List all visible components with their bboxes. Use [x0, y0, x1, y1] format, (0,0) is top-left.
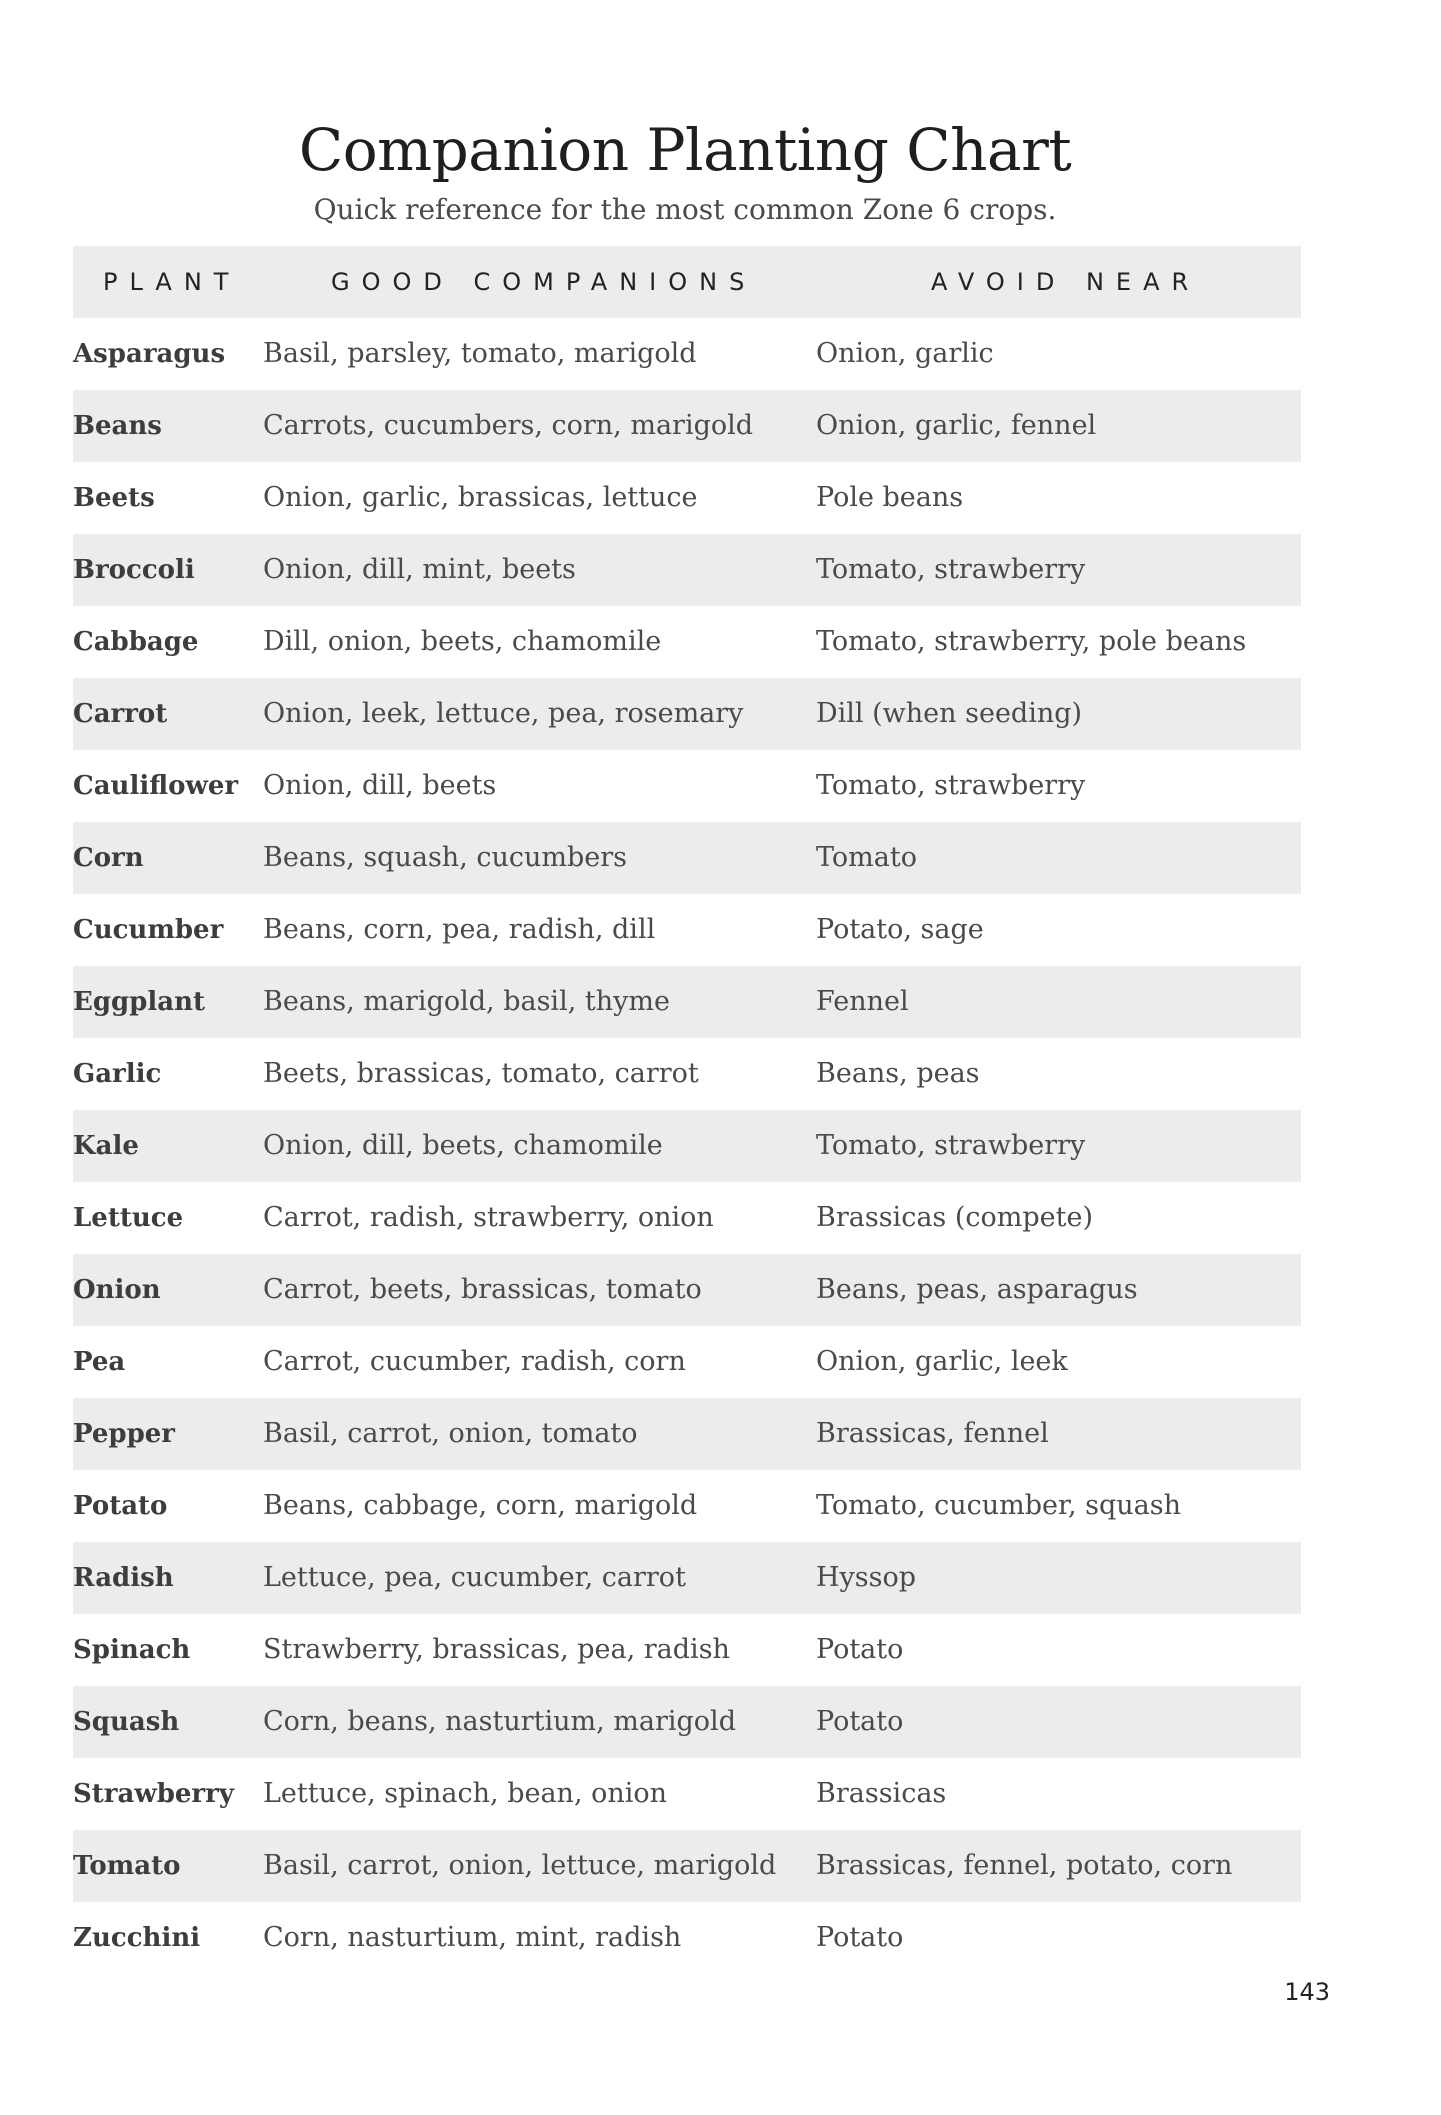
plant-cell: Broccoli: [73, 555, 195, 585]
table-row: [73, 318, 1301, 390]
table-row: [73, 1398, 1301, 1470]
good-companions-cell: Corn, beans, nasturtium, marigold: [263, 1706, 736, 1737]
avoid-near-cell: Tomato, strawberry: [816, 1130, 1086, 1161]
plant-cell: Carrot: [73, 699, 168, 729]
table-row: [73, 606, 1301, 678]
plant-cell: Onion: [73, 1275, 161, 1305]
avoid-near-cell: Dill (when seeding): [816, 698, 1083, 729]
good-companions-cell: Basil, parsley, tomato, marigold: [263, 338, 697, 369]
plant-cell: Strawberry: [73, 1779, 234, 1809]
avoid-near-cell: Potato: [816, 1706, 904, 1737]
avoid-near-cell: Hyssop: [816, 1562, 917, 1593]
table-row: [73, 1470, 1301, 1542]
avoid-near-cell: Onion, garlic, leek: [816, 1346, 1068, 1377]
table-row: [73, 966, 1301, 1038]
avoid-near-cell: Fennel: [816, 986, 909, 1017]
good-companions-cell: Onion, garlic, brassicas, lettuce: [263, 482, 698, 513]
good-companions-cell: Carrots, cucumbers, corn, marigold: [263, 410, 754, 441]
avoid-near-cell: Onion, garlic, fennel: [816, 410, 1097, 441]
good-companions-cell: Basil, carrot, onion, tomato: [263, 1418, 638, 1449]
table-row: [73, 1110, 1301, 1182]
good-companions-cell: Corn, nasturtium, mint, radish: [263, 1922, 682, 1953]
table-row: [73, 1038, 1301, 1110]
avoid-near-cell: Tomato, cucumber, squash: [816, 1490, 1182, 1521]
table-row: [73, 462, 1301, 534]
avoid-near-cell: Brassicas (compete): [816, 1202, 1093, 1233]
table-row: [73, 1254, 1301, 1326]
good-companions-cell: Dill, onion, beets, chamomile: [263, 626, 662, 657]
plant-cell: Lettuce: [73, 1203, 184, 1233]
plant-cell: Potato: [73, 1491, 168, 1521]
avoid-near-cell: Brassicas, fennel: [816, 1418, 1049, 1449]
good-companions-cell: Carrot, radish, strawberry, onion: [263, 1202, 714, 1233]
good-companions-cell: Beans, cabbage, corn, marigold: [263, 1490, 698, 1521]
plant-cell: Squash: [73, 1707, 180, 1737]
companion-planting-table: [73, 246, 1301, 1974]
table-row: [73, 390, 1301, 462]
header-plant: PLANT: [103, 268, 241, 296]
plant-cell: Cabbage: [73, 627, 199, 657]
table-row: [73, 1902, 1301, 1974]
good-companions-cell: Strawberry, brassicas, pea, radish: [263, 1634, 730, 1665]
page-subtitle: Quick reference for the most common Zone 6 crops.: [313, 193, 1057, 226]
plant-cell: Corn: [73, 843, 144, 873]
table-body: [73, 318, 1301, 1974]
plant-cell: Pepper: [73, 1419, 175, 1449]
table-row: [73, 1326, 1301, 1398]
good-companions-cell: Lettuce, pea, cucumber, carrot: [263, 1562, 686, 1593]
plant-cell: Tomato: [73, 1851, 181, 1881]
avoid-near-cell: Potato: [816, 1634, 904, 1665]
plant-cell: Cauliflower: [73, 771, 239, 801]
plant-cell: Asparagus: [73, 339, 226, 369]
plant-cell: Cucumber: [73, 915, 224, 945]
good-companions-cell: Lettuce, spinach, bean, onion: [263, 1778, 668, 1809]
table-row: [73, 1686, 1301, 1758]
avoid-near-cell: Beans, peas: [816, 1058, 980, 1089]
table-row: [73, 1542, 1301, 1614]
avoid-near-cell: Onion, garlic: [816, 338, 994, 369]
plant-cell: Eggplant: [73, 987, 205, 1017]
table-row: [73, 1830, 1301, 1902]
plant-cell: Zucchini: [73, 1923, 201, 1953]
avoid-near-cell: Tomato: [816, 842, 917, 873]
plant-cell: Pea: [73, 1347, 126, 1377]
plant-cell: Radish: [73, 1563, 174, 1593]
avoid-near-cell: Tomato, strawberry: [816, 554, 1086, 585]
page-title: Companion Planting Chart: [298, 116, 1072, 184]
avoid-near-cell: Potato: [816, 1922, 904, 1953]
avoid-near-cell: Potato, sage: [816, 914, 984, 945]
plant-cell: Beans: [73, 411, 162, 441]
table-row: [73, 894, 1301, 966]
avoid-near-cell: Brassicas: [816, 1778, 947, 1809]
header-good-companions: GOOD COMPANIONS: [331, 268, 757, 296]
avoid-near-cell: Beans, peas, asparagus: [816, 1274, 1138, 1305]
plant-cell: Kale: [73, 1131, 139, 1161]
table-row: [73, 1182, 1301, 1254]
avoid-near-cell: Tomato, strawberry, pole beans: [816, 626, 1247, 657]
avoid-near-cell: Brassicas, fennel, potato, corn: [816, 1850, 1233, 1881]
plant-cell: Garlic: [73, 1059, 162, 1089]
avoid-near-cell: Tomato, strawberry: [816, 770, 1086, 801]
table-row: [73, 1758, 1301, 1830]
good-companions-cell: Onion, dill, beets, chamomile: [263, 1130, 663, 1161]
page-number: 143: [1284, 1978, 1330, 2006]
good-companions-cell: Carrot, cucumber, radish, corn: [263, 1346, 686, 1377]
good-companions-cell: Beans, squash, cucumbers: [263, 842, 628, 873]
table-row: [73, 534, 1301, 606]
table-row: [73, 678, 1301, 750]
good-companions-cell: Beets, brassicas, tomato, carrot: [263, 1058, 699, 1089]
good-companions-cell: Onion, dill, beets: [263, 770, 497, 801]
table-row: [73, 822, 1301, 894]
good-companions-cell: Basil, carrot, onion, lettuce, marigold: [263, 1850, 777, 1881]
table-row: [73, 750, 1301, 822]
good-companions-cell: Beans, marigold, basil, thyme: [263, 986, 670, 1017]
table-header: [73, 246, 1301, 318]
table-row: [73, 1614, 1301, 1686]
plant-cell: Spinach: [73, 1635, 191, 1665]
plant-cell: Beets: [73, 483, 155, 513]
header-avoid-near: AVOID NEAR: [931, 268, 1201, 296]
good-companions-cell: Carrot, beets, brassicas, tomato: [263, 1274, 702, 1305]
avoid-near-cell: Pole beans: [816, 482, 964, 513]
good-companions-cell: Beans, corn, pea, radish, dill: [263, 914, 656, 945]
good-companions-cell: Onion, dill, mint, beets: [263, 554, 576, 585]
good-companions-cell: Onion, leek, lettuce, pea, rosemary: [263, 698, 744, 729]
